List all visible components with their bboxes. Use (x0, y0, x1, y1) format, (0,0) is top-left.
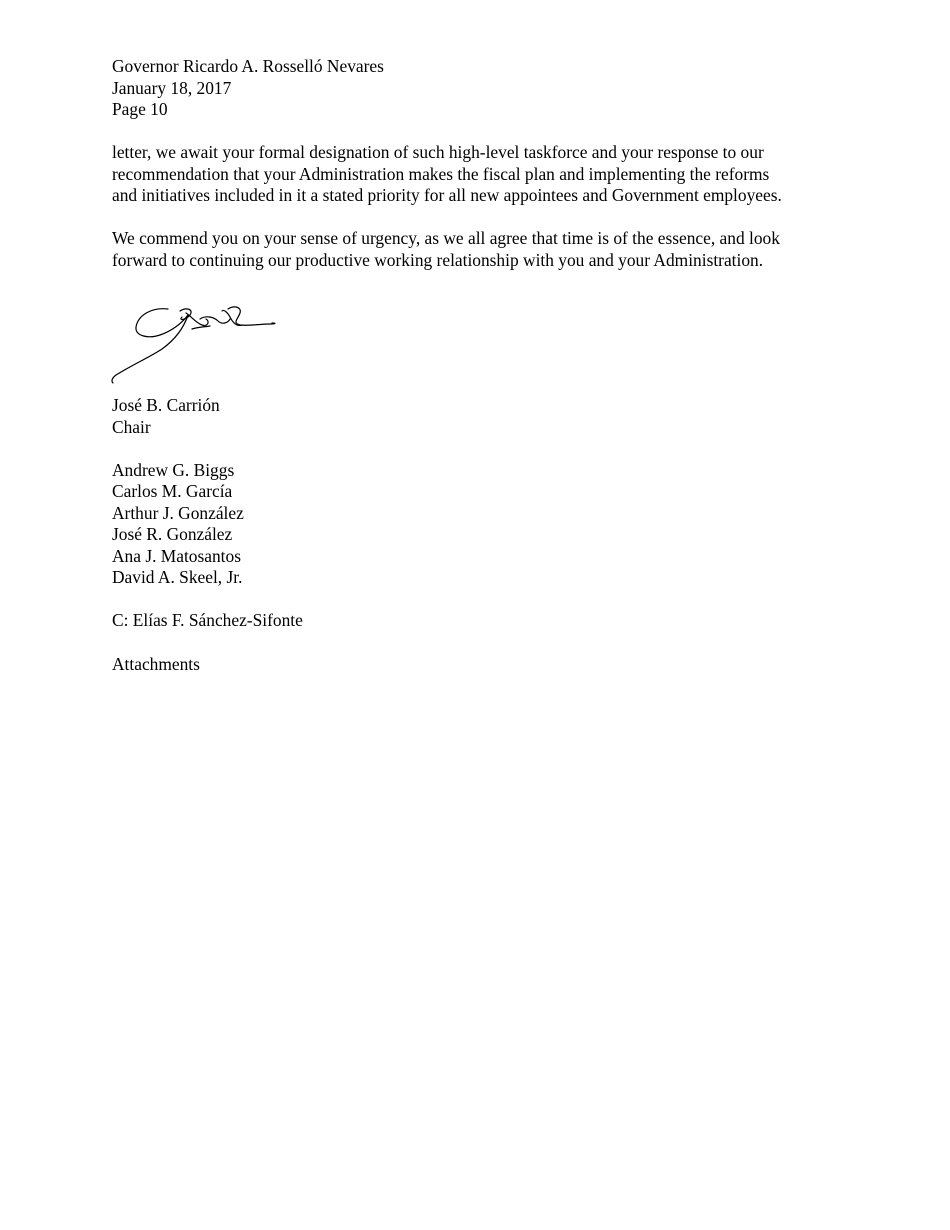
cc-line (112, 610, 842, 632)
cc-recipient: C: Elías F. Sánchez-Sifonte (112, 610, 303, 630)
attachments-label: Attachments (112, 653, 200, 674)
paragraph-line: forward to continuing our productive working relationship with you and your Administration. (112, 249, 764, 270)
body-paragraph-1 (112, 142, 842, 207)
board-member-name: Andrew G. Biggs (112, 459, 235, 480)
board-member-name: Ana J. Matosantos (112, 545, 241, 566)
handwritten-signature (110, 305, 310, 395)
signer-name: José B. Carrión (112, 395, 220, 415)
board-members-list (112, 460, 842, 589)
board-member-name: David A. Skeel, Jr. (112, 567, 243, 587)
paragraph-line: and initiatives included in it a stated priority for all new appointees and Government employees. (112, 185, 782, 205)
signer-title: Chair (112, 416, 151, 437)
board-member-name: José R. González (112, 524, 233, 544)
letter-page (112, 56, 842, 675)
letter-header (112, 56, 842, 121)
board-member-name: Carlos M. García (112, 481, 233, 501)
paragraph-line: We commend you on your sense of urgency, as we all agree that time is of the essence, and look (112, 228, 780, 248)
letter-date: January 18, 2017 (112, 77, 232, 98)
recipient-name: Governor Ricardo A. Rosselló Nevares (112, 56, 384, 76)
paragraph-line: letter, we await your formal designation of such high-level taskforce and your response to our (112, 142, 764, 162)
paragraph-line: recommendation that your Administration makes the fiscal plan and implementing the reforms (112, 163, 770, 184)
page-number: Page 10 (112, 99, 168, 119)
board-member-name: Arthur J. González (112, 502, 244, 523)
signature-block (112, 395, 842, 438)
body-paragraph-2 (112, 228, 842, 271)
attachments-note (112, 654, 842, 676)
